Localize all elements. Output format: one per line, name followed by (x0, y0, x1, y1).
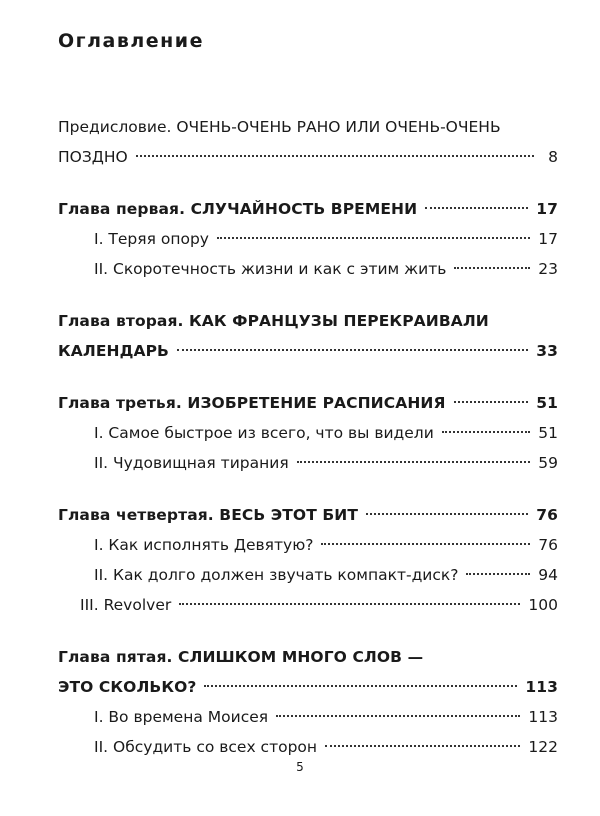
toc-entry-title-line1: Глава пятая. СЛИШКОМ МНОГО СЛОВ — (58, 648, 424, 666)
toc-entry-chapter-4-section-3[interactable] (58, 590, 558, 620)
dot-leader (454, 401, 529, 403)
toc-page-number: 17 (536, 200, 558, 218)
dot-leader (325, 745, 520, 747)
toc-entry-chapter-3-section-2[interactable] (58, 448, 558, 478)
toc-entry-chapter-1-section-2[interactable] (58, 254, 558, 284)
toc-entry-title-line2: ПОЗДНО (58, 148, 128, 166)
toc-page-number: 17 (538, 230, 558, 248)
toc-entry-title-line1: Предисловие. ОЧЕНЬ-ОЧЕНЬ РАНО ИЛИ ОЧЕНЬ-ОЧЕНЬ (58, 118, 501, 136)
toc-page-number: 23 (538, 260, 558, 278)
dot-leader (454, 267, 530, 269)
toc-entry-title: II. Чудовищная тирания (94, 454, 289, 472)
toc-entry-title-line1: Глава вторая. КАК ФРАНЦУЗЫ ПЕРЕКРАИВАЛИ (58, 312, 489, 330)
toc-page-number: 76 (538, 536, 558, 554)
dot-leader (442, 431, 530, 433)
dot-leader (136, 155, 534, 157)
dot-leader (297, 461, 531, 463)
toc-page-number: 59 (538, 454, 558, 472)
toc-page-number: 33 (536, 342, 558, 360)
toc-entry-title: Глава четвертая. ВЕСЬ ЭТОТ БИТ (58, 506, 359, 524)
toc-entry-title-line2: КАЛЕНДАРЬ (58, 342, 169, 360)
toc-entry-title: I. Теряя опору (94, 230, 209, 248)
toc-page-number: 8 (548, 148, 558, 166)
dot-leader (179, 603, 520, 605)
toc-page-number: 51 (536, 394, 558, 412)
toc-page-number: 100 (528, 596, 558, 614)
dot-leader (466, 573, 530, 575)
toc-entry-title: I. Во времена Моисея (94, 708, 269, 726)
page-number: 5 (296, 760, 304, 774)
toc-entry-preface[interactable] (58, 112, 558, 172)
toc-entry-title: Глава первая. СЛУЧАЙНОСТЬ ВРЕМЕНИ (58, 200, 418, 218)
toc-page-number: 51 (538, 424, 558, 442)
dot-leader (177, 349, 528, 351)
toc-entry-title-line2: ЭТО СКОЛЬКО? (58, 678, 197, 696)
toc-entry-chapter-1[interactable] (58, 194, 558, 224)
toc-entry-chapter-4-section-2[interactable] (58, 560, 558, 590)
toc-entry-chapter-5-section-2[interactable] (58, 732, 558, 762)
toc-entry-title: I. Самое быстрое из всего, что вы видели (94, 424, 434, 442)
toc-entry-title: Глава третья. ИЗОБРЕТЕНИЕ РАСПИСАНИЯ (58, 394, 446, 412)
dot-leader (204, 685, 517, 687)
toc-page-number: 94 (538, 566, 558, 584)
toc-entry-title: III. Revolver (80, 596, 172, 614)
toc-entry-chapter-2[interactable] (58, 306, 558, 366)
toc-entry-title: II. Обсудить со всех сторон (94, 738, 318, 756)
dot-leader (321, 543, 530, 545)
table-of-contents (58, 112, 558, 762)
toc-page-number: 113 (525, 678, 558, 696)
dot-leader (276, 715, 520, 717)
page-title: Оглавление (58, 30, 204, 52)
toc-entry-chapter-3-section-1[interactable] (58, 418, 558, 448)
toc-page-number: 122 (528, 738, 558, 756)
dot-leader (366, 513, 528, 515)
toc-entry-chapter-5[interactable] (58, 642, 558, 702)
dot-leader (425, 207, 528, 209)
toc-entry-chapter-3[interactable] (58, 388, 558, 418)
toc-entry-chapter-4-section-1[interactable] (58, 530, 558, 560)
toc-page-number: 76 (536, 506, 558, 524)
toc-entry-chapter-4[interactable] (58, 500, 558, 530)
toc-page-number: 113 (528, 708, 558, 726)
dot-leader (217, 237, 530, 239)
toc-entry-title: II. Скоротечность жизни и как с этим жить (94, 260, 447, 278)
toc-entry-chapter-1-section-1[interactable] (58, 224, 558, 254)
toc-entry-chapter-5-section-1[interactable] (58, 702, 558, 732)
toc-entry-title: II. Как долго должен звучать компакт-диск? (94, 566, 459, 584)
toc-entry-title: I. Как исполнять Девятую? (94, 536, 314, 554)
